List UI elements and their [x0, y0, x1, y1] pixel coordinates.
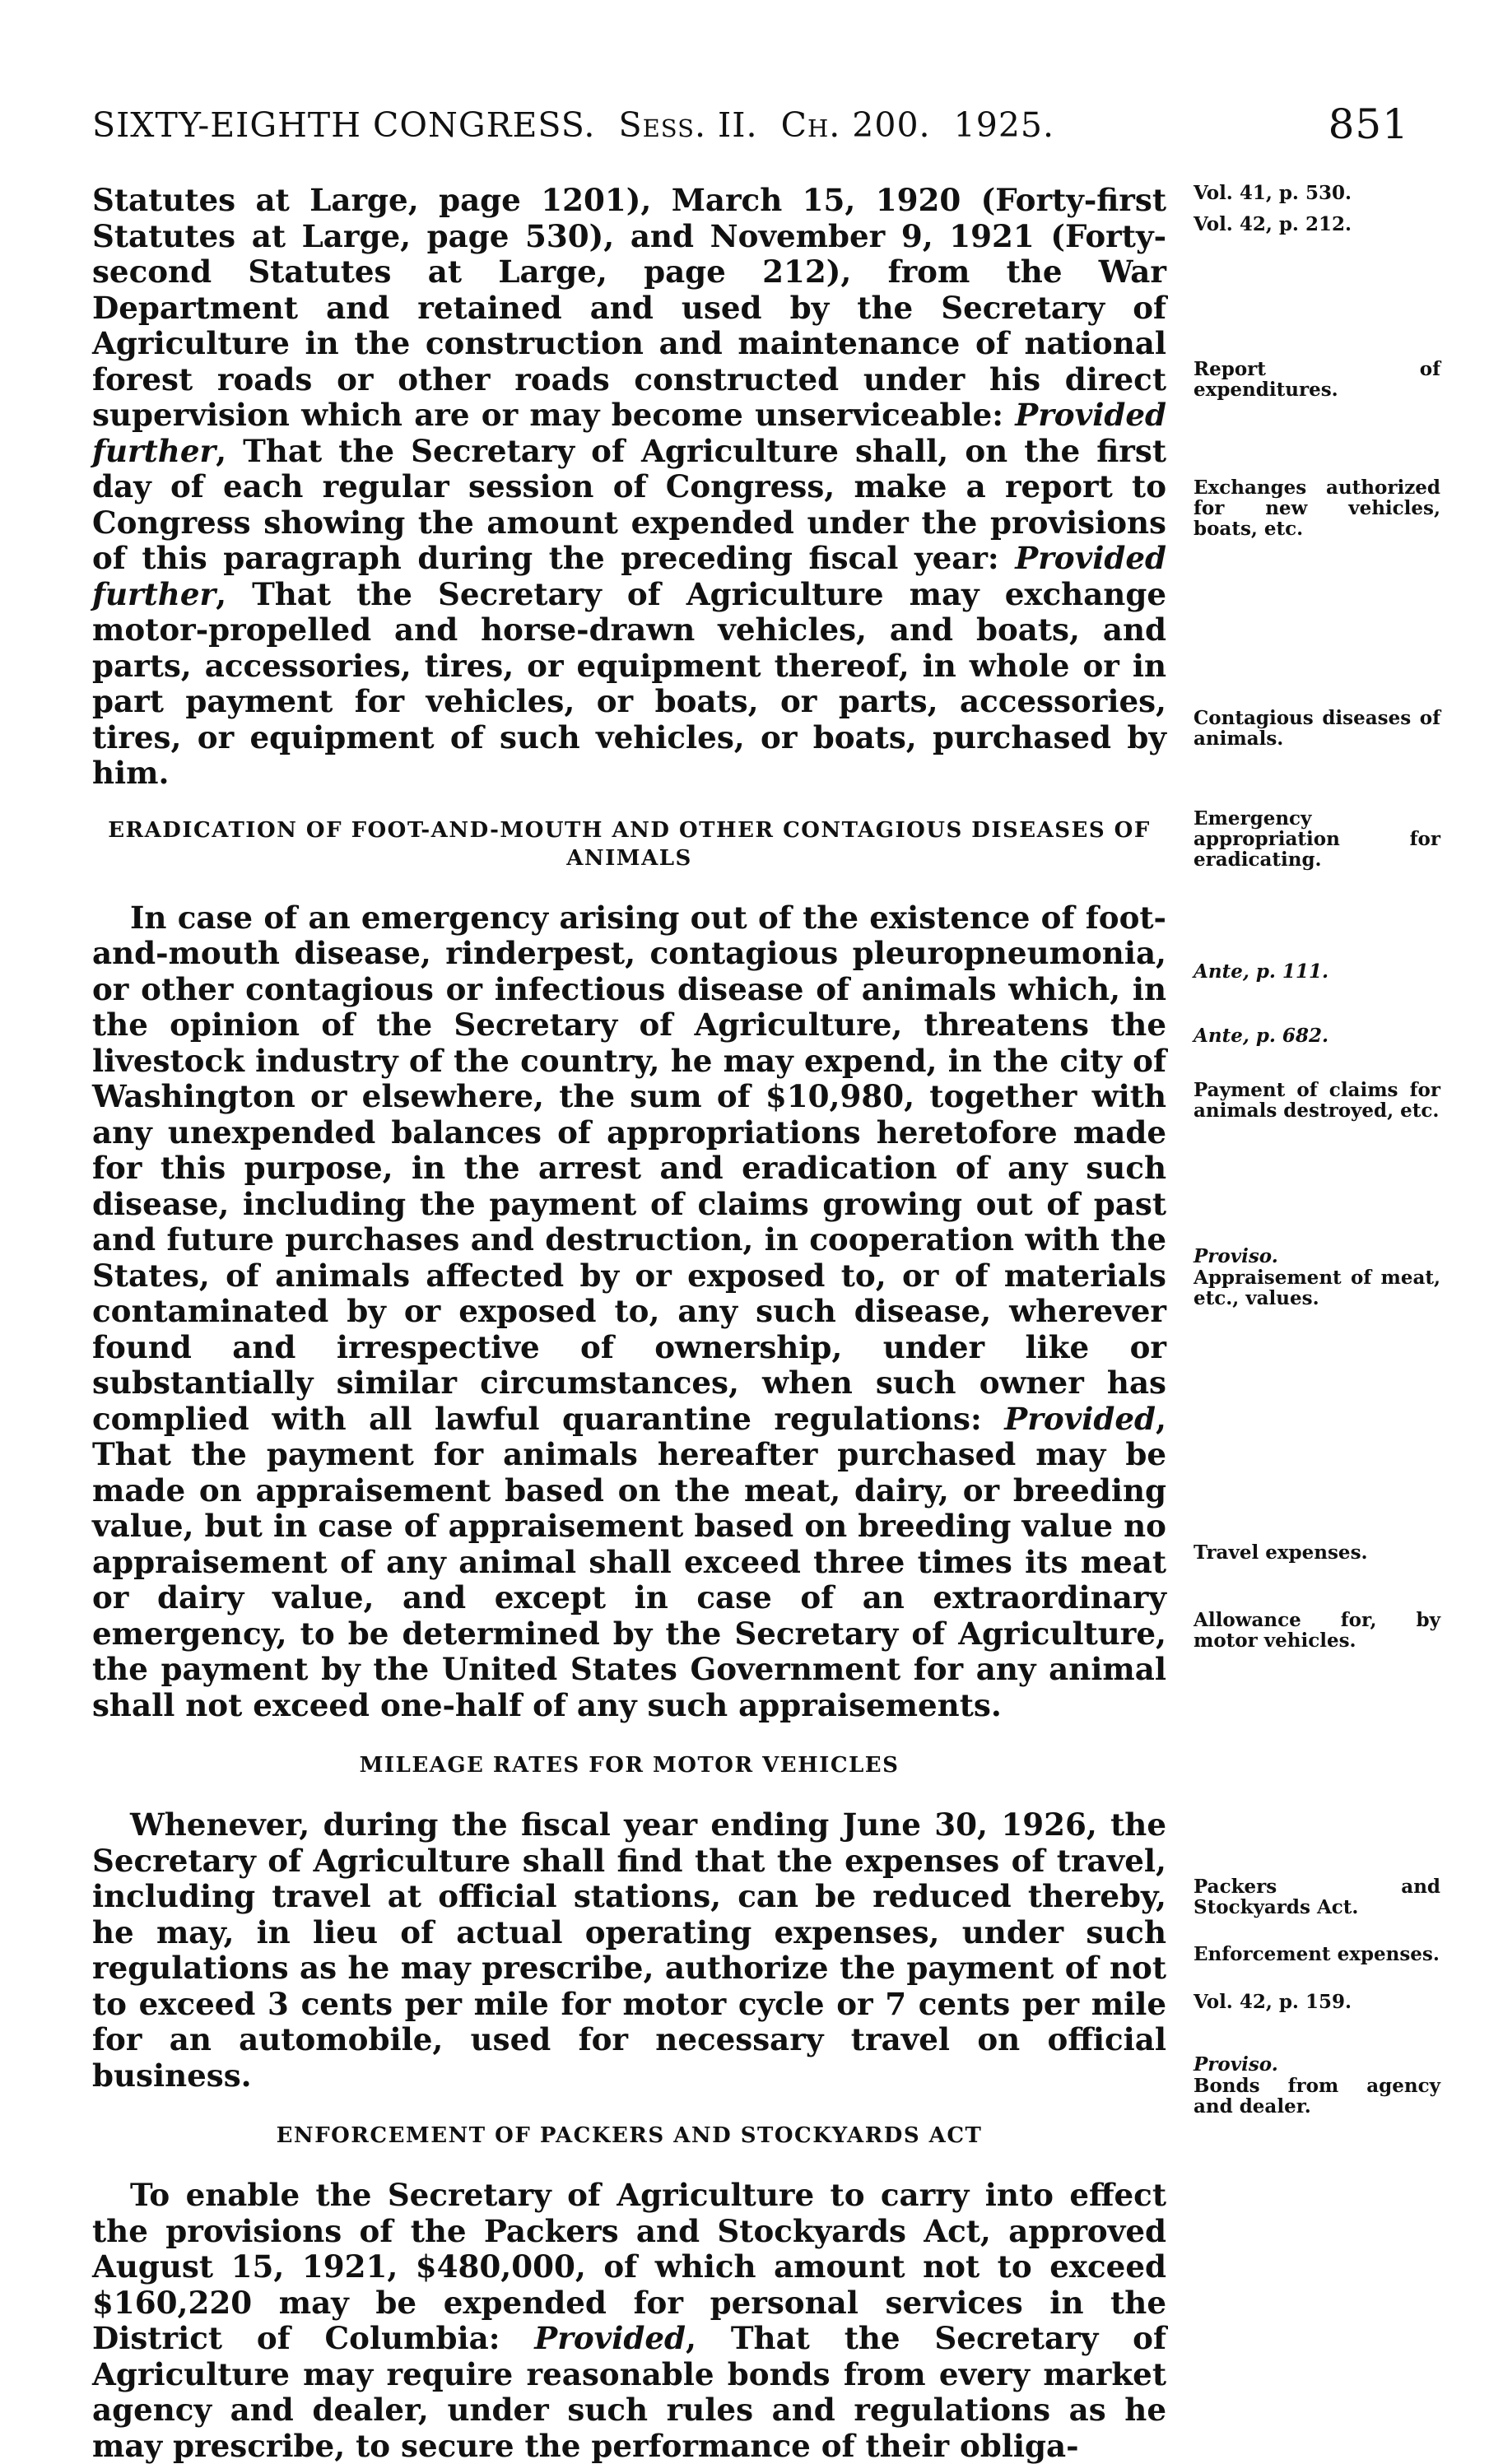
paragraph-packers	[92, 2178, 1166, 2464]
heading-eradication-line2: ANIMALS	[566, 845, 692, 871]
note-payment: Payment of claims for animals destroyed, etc.	[1194, 1079, 1440, 1122]
paragraph-eradication	[92, 900, 1166, 1724]
p1-text-c: , That the Secretary of Agriculture may exchange motor-propelled and horse-drawn vehicles, and boats, and parts, accessories, tires, or equipment thereof, in whole or in part payment for vehicles, or boats, or parts, accessories, tires, or equipment of such vehicles, or boats, purchased by him.	[92, 575, 1166, 791]
note-emergency: Emergency appropriation for eradicating.	[1194, 807, 1440, 871]
p4-text-b: , That the Secretary of Agriculture may require reasonable bonds from every market agency and dealer, under such rules and regulations as he may prescribe, to secure the performance of their obliga-	[92, 2320, 1166, 2464]
note-exchanges: Exchanges authorized for new vehicles, boats, etc.	[1194, 477, 1440, 540]
p1-proviso-a: Provided further	[92, 397, 1166, 469]
p4-text-a: To enable the Secretary of Agriculture to carry into effect the provisions of the Packers and Stockyards Act, approved August 15, 1921, $480,000, of which amount not to exceed $160,220 may be expended for personal services in the District of Columbia:	[92, 2177, 1166, 2356]
note-contagious: Contagious diseases of animals.	[1194, 707, 1440, 750]
note-bonds: Bonds from agency and dealer.	[1194, 2075, 1440, 2118]
paragraph-mileage: Whenever, during the fiscal year ending June 30, 1926, the Secretary of Agriculture shall find that the expenses of travel, including travel at official stations, can be reduced thereby, he may, in lieu of actual operating expenses, under such regulations as he may prescribe, authorize the payment of not to exceed 3 cents per mile for motor cycle or 7 cents per mile for an automobile, used for necessary travel on official business.	[92, 1806, 1166, 2094]
main-text-column	[92, 183, 1166, 2464]
note-vol41: Vol. 41, p. 530.	[1194, 182, 1352, 204]
p2-text-b: , That the payment for animals hereafter purchased may be made on appraisement based on the meat, dairy, or breeding value, but in case of appraisement based on breeding value no appraisement of any animal shall exceed three times its meat or dairy value, and except in case of an extraordinary emergency, to be determined by the Secretary of Agriculture, the payment by the United States Government for any animal shall not exceed one-half of any such appraisements.	[92, 1400, 1166, 1723]
p4-proviso: Provided	[534, 2320, 686, 2356]
note-ante-111	[1194, 961, 1440, 982]
paragraph-vehicles	[92, 183, 1166, 792]
note-vol42b: Vol. 42, p. 159.	[1194, 1991, 1352, 2013]
note-ante-682	[1194, 1025, 1440, 1046]
note-proviso-1	[1194, 1246, 1440, 1267]
note-vol42: Vol. 42, p. 212.	[1194, 213, 1352, 235]
note-report: Report of expenditures.	[1194, 358, 1440, 401]
p2-proviso: Provided	[1004, 1400, 1156, 1437]
heading-mileage: MILEAGE RATES FOR MOTOR VEHICLES	[359, 1753, 900, 1778]
header-citation	[92, 105, 1054, 145]
note-proviso-2-text: Proviso.	[1194, 2053, 1278, 2076]
header-session: Sess. II.	[618, 105, 758, 145]
note-allowance: Allowance for, by motor vehicles.	[1194, 1609, 1440, 1652]
p1-text-b: , That the Secretary of Agriculture shall, on the first day of each regular session of Congress, make a report to Congress showing the amount expended under the provisions of this paragraph during the preceding fiscal year:	[92, 432, 1166, 576]
note-proviso-1-text: Proviso.	[1194, 1245, 1278, 1267]
header-year: 1925.	[953, 105, 1055, 145]
note-proviso-2	[1194, 2054, 1440, 2075]
page-number: 851	[1328, 100, 1409, 148]
note-ante-682-text: Ante, p. 682.	[1194, 1025, 1329, 1047]
heading-eradication-line1: ERADICATION OF FOOT-AND-MOUTH AND OTHER CONTAGIOUS DISEASES OF	[108, 817, 1151, 843]
running-header	[92, 100, 1409, 155]
p1-text-a: Statutes at Large, page 1201), March 15, 1920 (Forty-first Statutes at Large, page 530), and November 9, 1921 (Forty-second Statutes at Large, page 212), from the War Department and retained and used by the Secretary of Agriculture in the construction and maintenance of national forest roads or other roads constructed under his direct supervision which are or may become unserviceable:	[92, 182, 1166, 433]
p2-text-a: In case of an emergency arising out of the existence of foot-and-mouth disease, rinderpest, contagious pleuropneumonia, or other contagious or infectious disease of animals which, in the opinion of the Secretary of Agriculture, threatens the livestock industry of the country, he may expend, in the city of Washington or elsewhere, the sum of $10,980, together with any unexpended balances of appropriations heretofore made for this purpose, in the arrest and eradication of any such disease, including the payment of claims growing out of past and future purchases and destruction, in cooperation with the States, of animals affected by or exposed to, or of materials contaminated by or exposed to, any such disease, wherever found and irrespective of ownership, under like or substantially similar circumstances, when such owner has complied with all lawful quarantine regulations:	[92, 899, 1166, 1437]
p1-proviso-b: Provided further	[92, 540, 1166, 612]
heading-packers: ENFORCEMENT OF PACKERS AND STOCKYARDS ACT	[276, 2123, 983, 2148]
note-appraisement: Appraisement of meat, etc., values.	[1194, 1267, 1440, 1309]
heading-eradication	[92, 816, 1166, 872]
note-travel: Travel expenses.	[1194, 1541, 1368, 1564]
header-congress: SIXTY-EIGHTH CONGRESS.	[92, 105, 596, 145]
note-enforcement: Enforcement expenses.	[1194, 1943, 1440, 1965]
note-ante-111-text: Ante, p. 111.	[1194, 960, 1329, 983]
note-packers: Packers and Stockyards Act.	[1194, 1876, 1440, 1918]
header-chapter: Ch. 200.	[780, 105, 931, 145]
